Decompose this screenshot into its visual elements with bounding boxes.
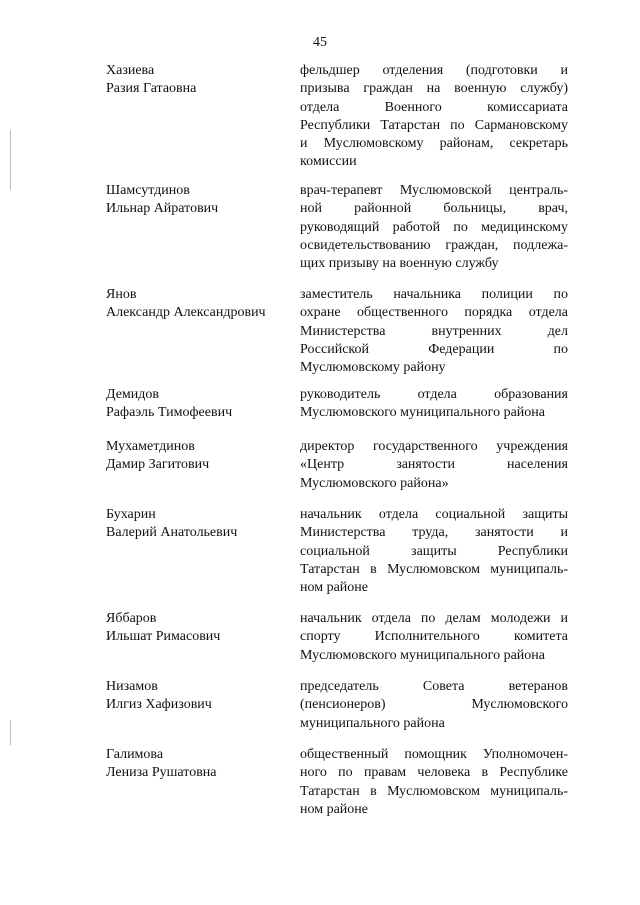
position-line: Муслюмовского муниципального района [300,405,545,421]
position-line: Татарстан в Муслюмовском муниципаль- [300,783,568,799]
position-line: охране общественного порядка отдела [300,305,568,321]
position-line: Муслюмовскому району [300,360,446,376]
position-line: начальник отдела социальной защиты [300,507,568,522]
position-line: председатель Совета ветеранов [300,679,568,694]
position-line: и Муслюмовскому районам, секретарь [300,136,568,152]
member-name [106,746,286,782]
position-line: спорту Исполнительного комитета [300,629,568,645]
member-position [300,506,568,597]
member-position [300,678,568,733]
position-line: щих призыву на военную службу [300,256,499,272]
member-name [106,610,286,646]
position-line: отдела Военного комиссариата [300,99,568,115]
position-line: ного по правам человека в Республике [300,765,568,781]
member-surname: Низамов [106,679,158,694]
position-line: (пенсионеров) Муслюмовского [300,697,568,713]
position-line: руководитель отдела образования [300,387,568,402]
position-line: ном районе [300,801,368,817]
position-line: Муслюмовского района» [300,475,449,491]
position-line: начальник отдела по делам молодежи и [300,611,568,626]
member-position [300,286,568,377]
member-given-names: Илгиз Хафизович [106,697,212,712]
member-surname: Демидов [106,387,160,402]
member-name [106,62,286,98]
member-surname: Шамсутдинов [106,183,190,198]
position-line: Муслюмовского муниципального района [300,647,545,663]
position-line: фельдшер отделения (подготовки и [300,63,568,78]
position-line: заместитель начальника полиции по [300,287,568,302]
member-surname: Яббаров [106,611,157,626]
member-given-names: Ильнар Айратович [106,201,219,216]
member-name [106,438,286,474]
member-name [106,506,286,542]
member-surname: Галимова [106,747,164,762]
member-surname: Бухарин [106,507,156,522]
member-name [106,386,286,422]
margin-scan-mark [10,130,11,190]
member-given-names: Разия Гатаовна [106,81,197,96]
member-name [106,286,286,322]
position-line: ном районе [300,580,368,596]
position-line: муниципального района [300,715,445,731]
position-line: «Центр занятости населения [300,457,568,473]
page-number: 45 [313,35,327,50]
position-line: Татарстан в Муслюмовском муниципаль- [300,561,568,577]
margin-scan-mark [10,720,11,745]
position-line: руководящий работой по медицинскому [300,219,568,235]
position-line: Российской Федерации по [300,341,568,357]
position-line: ной районной больницы, врач, [300,201,568,217]
member-position [300,438,568,493]
position-line: освидетельствованию граждан, подлежа- [300,237,568,253]
position-line: Республики Татарстан по Сармановскому [300,117,568,133]
member-given-names: Дамир Загитович [106,457,210,472]
member-position [300,610,568,665]
position-line: директор государственного учреждения [300,439,568,454]
position-line: общественный помощник Уполномочен- [300,747,568,762]
member-name [106,182,286,218]
member-given-names: Рафаэль Тимофеевич [106,405,233,420]
position-line: Министерства труда, занятости и [300,525,568,541]
position-line: комиссии [300,154,357,170]
position-line: призыва граждан на военную службу) [300,81,568,97]
member-given-names: Лениза Рушатовна [106,765,217,780]
member-position [300,62,568,172]
member-given-names: Александр Александрович [106,305,266,320]
member-name [106,678,286,714]
member-position [300,746,568,819]
position-line: врач-терапевт Муслюмовской централь- [300,183,568,198]
member-surname: Мухаметдинов [106,439,195,454]
position-line: социальной защиты Республики [300,543,568,559]
position-line: Министерства внутренних дел [300,323,568,339]
member-surname: Хазиева [106,63,155,78]
member-surname: Янов [106,287,137,302]
member-given-names: Ильшат Римасович [106,629,221,644]
member-given-names: Валерий Анатольевич [106,525,238,540]
member-position [300,386,568,423]
member-position [300,182,568,273]
